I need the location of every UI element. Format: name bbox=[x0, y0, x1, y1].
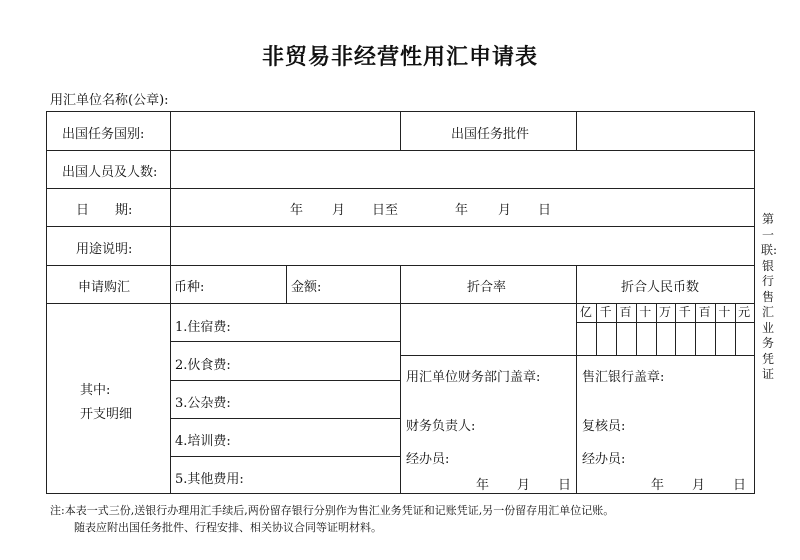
bank-seal-label: 售汇银行盖章: bbox=[582, 370, 665, 385]
date-month-1: 月 bbox=[332, 203, 346, 218]
date-year-1: 年 bbox=[290, 203, 304, 218]
persons-label: 出国人员及人数: bbox=[62, 165, 158, 180]
finance-seal-label: 用汇单位财务部门盖章: bbox=[406, 370, 541, 385]
purpose-label: 用途说明: bbox=[76, 242, 133, 257]
rmb-label: 折合人民币数 bbox=[621, 280, 700, 295]
digit-header: 元 bbox=[738, 305, 751, 319]
task-country-label: 出国任务国别: bbox=[62, 127, 145, 142]
form-title: 非贸易非经营性用汇申请表 bbox=[261, 45, 538, 70]
digit-header: 千 bbox=[678, 305, 691, 319]
left-month: 月 bbox=[517, 478, 531, 493]
expense-misc: 3.公杂费: bbox=[175, 396, 231, 411]
digit-header: 十 bbox=[718, 305, 731, 319]
task-approval-label: 出国任务批件 bbox=[451, 127, 530, 142]
date-label: 日 期: bbox=[76, 203, 133, 218]
digit-header: 万 bbox=[659, 305, 672, 319]
currency-label: 币种: bbox=[174, 280, 205, 295]
date-day-to: 日至 bbox=[372, 203, 399, 218]
date-day-2: 日 bbox=[538, 203, 552, 218]
expense-meals: 2.伙食费: bbox=[175, 358, 231, 373]
right-year: 年 bbox=[651, 478, 665, 493]
copy-side-label: 第一联:银行售汇业务凭证 bbox=[761, 212, 778, 381]
expense-lodging: 1.住宿费: bbox=[175, 320, 231, 335]
date-year-2: 年 bbox=[455, 203, 469, 218]
breakdown-label-2: 开支明细 bbox=[80, 407, 133, 422]
expense-training: 4.培训费: bbox=[175, 434, 231, 449]
right-day: 日 bbox=[733, 478, 747, 493]
digit-header: 十 bbox=[639, 305, 652, 319]
rate-label: 折合率 bbox=[467, 280, 507, 295]
left-day: 日 bbox=[558, 478, 572, 493]
right-month: 月 bbox=[692, 478, 706, 493]
digit-header: 百 bbox=[698, 305, 711, 319]
reviewer-label: 复核员: bbox=[582, 419, 626, 434]
digit-header: 亿 bbox=[579, 305, 592, 319]
digit-header: 千 bbox=[599, 305, 612, 319]
date-month-2: 月 bbox=[498, 203, 512, 218]
apply-label: 申请购汇 bbox=[78, 280, 131, 295]
amount-label: 金额: bbox=[291, 280, 322, 295]
note-line-1: 注:本表一式三份,送银行办理用汇手续后,两份留存银行分别作为售汇业务凭证和记账凭证,另一份留存用汇单位记账。 bbox=[50, 504, 615, 517]
digit-header-row bbox=[576, 303, 754, 323]
unit-name-label: 用汇单位名称(公章): bbox=[50, 93, 169, 108]
left-year: 年 bbox=[476, 478, 490, 493]
digit-header: 百 bbox=[619, 305, 632, 319]
expense-other: 5.其他费用: bbox=[175, 472, 244, 487]
finance-head-label: 财务负责人: bbox=[406, 419, 476, 434]
handler-left-label: 经办员: bbox=[406, 452, 450, 467]
note-line-2: 随表应附出国任务批件、行程安排、相关协议合同等证明材料。 bbox=[74, 521, 382, 534]
handler-right-label: 经办员: bbox=[582, 452, 626, 467]
breakdown-label-1: 其中: bbox=[80, 383, 111, 398]
